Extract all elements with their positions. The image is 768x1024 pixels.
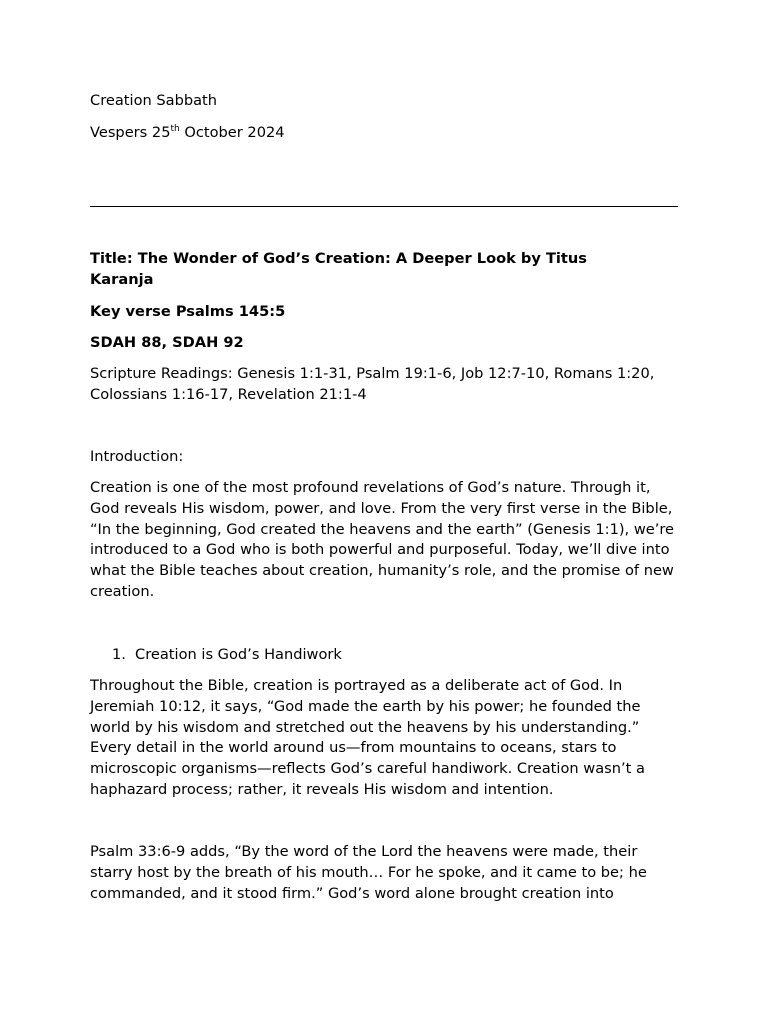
section-heading: Creation is God’s Handiwork	[135, 646, 342, 663]
hymn-numbers: SDAH 88, SDAH 92	[90, 334, 244, 351]
horizontal-divider	[90, 206, 678, 207]
header-line-2	[90, 123, 678, 144]
list-item-number: 1.	[112, 646, 126, 663]
header-line-1: Creation Sabbath	[90, 92, 218, 109]
header-date-ordinal: th	[170, 124, 180, 135]
scripture-readings: Scripture Readings: Genesis 1:1-31, Psalm 19:1-6, Job 12:7-10, Romans 1:20, Colossians 1:16-17, Revelation 21:1-4	[90, 365, 655, 403]
header-date-suffix: October 2024	[179, 124, 285, 141]
introduction-heading: Introduction:	[90, 448, 184, 465]
key-verse: Key verse Psalms 145:5	[90, 303, 286, 320]
header-date-prefix: Vespers 25	[90, 124, 171, 141]
section-paragraph-1: Throughout the Bible, creation is portrayed as a deliberate act of God. In Jeremiah 10:12, it says, “God made the earth by his power; he founded the world by his wisdom and stretched out the heavens by his understanding.” Every detail in the world around us—from mountains to oceans, stars to microscopic organisms—reflects God’s careful handiwork. Creation wasn’t a haphazard process; rather, it reveals His wisdom and intention.	[90, 677, 645, 798]
section-paragraph-2: Psalm 33:6-9 adds, “By the word of the Lord the heavens were made, their starry host by the breath of his mouth… For he spoke, and it came to be; he commanded, and it stood firm.” God’s word alone brought creation into	[90, 843, 647, 902]
sermon-title: Title: The Wonder of God’s Creation: A Deeper Look by Titus Karanja	[90, 250, 587, 288]
introduction-body: Creation is one of the most profound revelations of God’s nature. Through it, God reveals His wisdom, power, and love. From the very first verse in the Bible, “In the beginning, God created the heavens and the earth” (Genesis 1:1), we’re introduced to a God who is both powerful and purposeful. Today, we’ll dive into what the Bible teaches about creation, humanity’s role, and the promise of new creation.	[90, 479, 675, 600]
